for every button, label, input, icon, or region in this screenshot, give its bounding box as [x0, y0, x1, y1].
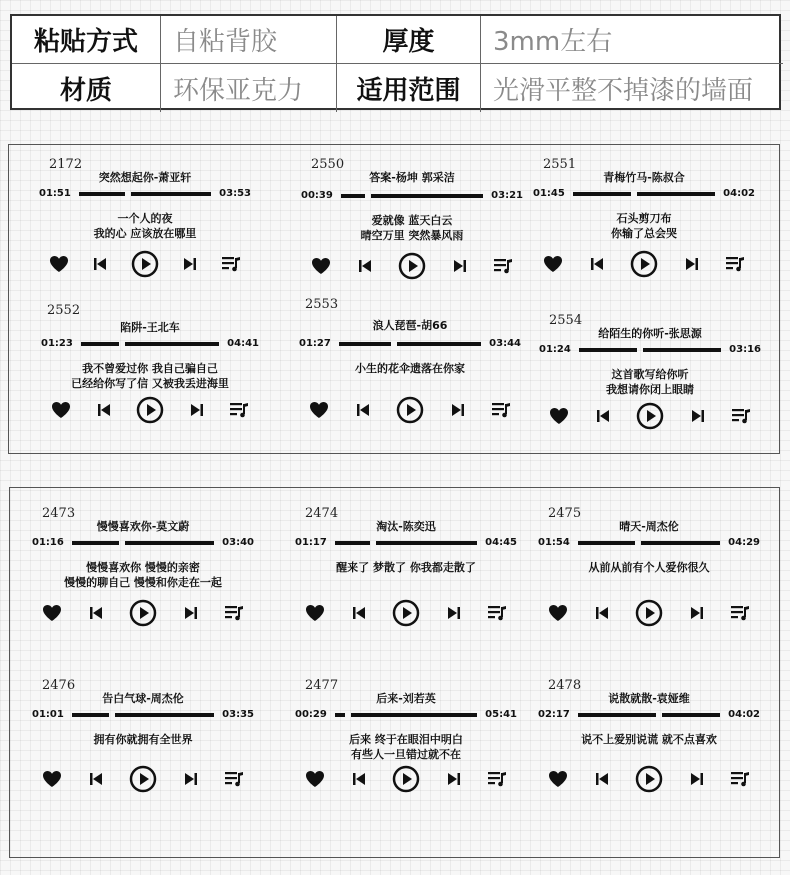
spec-table [10, 14, 781, 110]
player-controls [295, 764, 517, 794]
play-icon [635, 599, 663, 627]
player-sticker-card [301, 157, 523, 287]
player-controls [295, 598, 517, 628]
total-time: 04:29 [728, 537, 760, 548]
lyrics [301, 213, 523, 243]
song-title: 浪人琵琶-胡66 [372, 319, 448, 332]
product-number: 2552 [47, 303, 81, 318]
playlist-icon [493, 257, 513, 275]
lyric-line: 我不曾爱过你 我自己骗自己 [82, 362, 218, 375]
next-icon [690, 606, 704, 620]
total-time: 03:35 [222, 709, 254, 720]
total-time: 04:41 [227, 338, 259, 349]
product-number: 2475 [548, 506, 582, 521]
total-time: 03:16 [729, 344, 761, 355]
product-number: 2476 [42, 678, 76, 693]
playlist-icon [487, 770, 507, 788]
progress-bar [301, 189, 523, 203]
lyric-line: 我想请你闭上眼睛 [606, 383, 694, 396]
previous-icon [590, 257, 604, 271]
progress-bar [39, 187, 251, 201]
heart-icon [543, 255, 563, 273]
player-controls [41, 395, 259, 425]
progress-track [578, 713, 720, 717]
next-icon [453, 259, 467, 273]
progress-fill [578, 713, 656, 717]
next-icon [184, 606, 198, 620]
song-title: 晴天-周杰伦 [619, 520, 679, 533]
song-title: 说散就散-袁娅维 [608, 692, 690, 705]
play-icon [630, 250, 658, 278]
progress-fill [573, 192, 631, 196]
player-controls [538, 598, 760, 628]
lyric-line: 慢慢喜欢你 慢慢的亲密 [86, 561, 200, 574]
progress-bar [32, 708, 254, 722]
progress-track [72, 713, 214, 717]
total-time: 03:40 [222, 537, 254, 548]
elapsed-time: 01:54 [538, 537, 570, 548]
product-number: 2477 [305, 678, 339, 693]
total-time: 03:53 [219, 188, 251, 199]
progress-remaining [125, 541, 214, 545]
progress-fill [72, 713, 109, 717]
lyrics [295, 560, 517, 575]
playlist-icon [224, 770, 244, 788]
elapsed-time: 02:17 [538, 709, 570, 720]
progress-fill [341, 194, 365, 198]
progress-remaining [376, 541, 477, 545]
player-sticker-card [295, 678, 517, 808]
progress-fill [339, 342, 391, 346]
playlist-icon [725, 255, 745, 273]
elapsed-time: 01:17 [295, 537, 327, 548]
play-icon [129, 599, 157, 627]
previous-icon [596, 409, 610, 423]
product-number: 2554 [549, 313, 583, 328]
progress-track [579, 348, 721, 352]
total-time: 04:02 [723, 188, 755, 199]
lyric-line: 后来 终于在眼泪中明白 [349, 733, 463, 746]
lyric-line: 慢慢的聊自己 慢慢和你走在一起 [64, 576, 222, 589]
lyric-line: 醒来了 梦散了 你我都走散了 [336, 561, 476, 574]
player-sticker-card [41, 303, 259, 433]
progress-track [335, 713, 477, 717]
progress-bar [41, 337, 259, 351]
play-icon [396, 396, 424, 424]
lyrics [39, 211, 251, 241]
next-icon [691, 409, 705, 423]
lyrics [41, 361, 259, 391]
product-number: 2551 [543, 157, 577, 172]
progress-fill [579, 348, 637, 352]
next-icon [447, 772, 461, 786]
player-sticker-card [539, 313, 761, 443]
sticker-panel-2 [9, 487, 780, 858]
player-sticker-card [295, 506, 517, 636]
elapsed-time: 01:16 [32, 537, 64, 548]
player-sticker-card [32, 506, 254, 636]
product-number: 2172 [49, 157, 83, 172]
progress-remaining [397, 342, 481, 346]
player-controls [32, 598, 254, 628]
previous-icon [356, 403, 370, 417]
progress-bar [538, 708, 760, 722]
elapsed-time: 00:29 [295, 709, 327, 720]
spec-key-usage: 适用范围 [337, 64, 481, 112]
previous-icon [93, 257, 107, 271]
progress-remaining [371, 194, 483, 198]
song-title: 给陌生的你听-张思源 [598, 327, 702, 340]
previous-icon [595, 772, 609, 786]
elapsed-time: 00:39 [301, 190, 333, 201]
song-title: 慢慢喜欢你-莫文蔚 [96, 520, 190, 533]
spec-value-material: 环保亚克力 [161, 64, 337, 112]
lyric-line: 一个人的夜 [117, 212, 173, 225]
lyrics [538, 560, 760, 575]
heart-icon [548, 770, 568, 788]
progress-track [573, 192, 715, 196]
previous-icon [358, 259, 372, 273]
total-time: 05:41 [485, 709, 517, 720]
elapsed-time: 01:24 [539, 344, 571, 355]
progress-remaining [641, 541, 720, 545]
product-number: 2553 [305, 297, 339, 312]
product-number: 2550 [311, 157, 345, 172]
progress-track [335, 541, 477, 545]
progress-fill [335, 713, 345, 717]
spec-value-adhesive: 自粘背胶 [161, 16, 337, 64]
lyric-line: 你输了总会哭 [611, 227, 677, 240]
next-icon [690, 772, 704, 786]
progress-track [72, 541, 214, 545]
player-sticker-card [299, 297, 521, 427]
lyrics [533, 211, 755, 241]
playlist-icon [487, 604, 507, 622]
lyrics [299, 361, 521, 376]
lyric-line: 爱就像 蓝天白云 [371, 214, 453, 227]
spec-value-thickness: 3mm左右 [481, 16, 783, 64]
playlist-icon [731, 407, 751, 425]
player-sticker-card [32, 678, 254, 808]
lyrics [538, 732, 760, 747]
player-sticker-card [39, 157, 251, 287]
play-icon [131, 250, 159, 278]
player-controls [299, 395, 521, 425]
progress-bar [533, 187, 755, 201]
progress-fill [81, 342, 119, 346]
lyric-line: 晴空万里 突然暴风雨 [360, 229, 464, 242]
playlist-icon [229, 401, 249, 419]
progress-remaining [115, 713, 214, 717]
player-controls [32, 764, 254, 794]
elapsed-time: 01:27 [299, 338, 331, 349]
play-icon [136, 396, 164, 424]
heart-icon [42, 770, 62, 788]
progress-remaining [662, 713, 720, 717]
player-sticker-card [538, 678, 760, 808]
player-controls [39, 249, 251, 279]
play-icon [636, 402, 664, 430]
player-sticker-card [538, 506, 760, 636]
lyric-line: 有些人一旦错过就不在 [351, 748, 461, 761]
sticker-panel-1 [8, 144, 780, 454]
playlist-icon [730, 770, 750, 788]
progress-bar [32, 536, 254, 550]
next-icon [451, 403, 465, 417]
progress-bar [295, 708, 517, 722]
progress-remaining [643, 348, 721, 352]
lyrics [539, 367, 761, 397]
product-number: 2473 [42, 506, 76, 521]
elapsed-time: 01:51 [39, 188, 71, 199]
playlist-icon [224, 604, 244, 622]
song-title: 突然想起你-萧亚轩 [98, 171, 192, 184]
progress-track [578, 541, 720, 545]
lyrics [32, 560, 254, 590]
elapsed-time: 01:23 [41, 338, 73, 349]
play-icon [392, 765, 420, 793]
lyric-line: 小生的花伞遗落在你家 [355, 362, 465, 375]
song-title: 后来-刘若英 [376, 692, 436, 705]
previous-icon [352, 606, 366, 620]
progress-remaining [351, 713, 477, 717]
lyric-line: 说不上爱别说谎 就不点喜欢 [581, 733, 717, 746]
heart-icon [549, 407, 569, 425]
lyric-line: 石头剪刀布 [616, 212, 672, 225]
progress-fill [578, 541, 635, 545]
player-controls [538, 764, 760, 794]
spec-key-material: 材质 [12, 64, 161, 112]
progress-fill [79, 192, 125, 196]
play-icon [392, 599, 420, 627]
elapsed-time: 01:45 [533, 188, 565, 199]
total-time: 04:45 [485, 537, 517, 548]
lyrics [295, 732, 517, 762]
playlist-icon [730, 604, 750, 622]
progress-bar [539, 343, 761, 357]
next-icon [183, 257, 197, 271]
progress-track [339, 342, 481, 346]
player-controls [301, 251, 523, 281]
song-title: 答案-杨坤 郭采洁 [369, 171, 455, 184]
heart-icon [51, 401, 71, 419]
next-icon [190, 403, 204, 417]
progress-track [81, 342, 219, 346]
lyric-line: 这首歌写给你听 [611, 368, 689, 381]
progress-bar [299, 337, 521, 351]
progress-track [341, 194, 483, 198]
playlist-icon [491, 401, 511, 419]
lyric-line: 我的心 应该放在哪里 [93, 227, 197, 240]
previous-icon [89, 772, 103, 786]
progress-bar [295, 536, 517, 550]
heart-icon [42, 604, 62, 622]
player-controls [533, 249, 755, 279]
previous-icon [352, 772, 366, 786]
previous-icon [89, 606, 103, 620]
play-icon [398, 252, 426, 280]
spec-value-usage: 光滑平整不掉漆的墙面 [493, 75, 754, 106]
heart-icon [305, 604, 325, 622]
progress-remaining [125, 342, 219, 346]
lyric-line: 拥有你就拥有全世界 [93, 733, 193, 746]
previous-icon [595, 606, 609, 620]
song-title: 告白气球-周杰伦 [102, 692, 184, 705]
progress-remaining [131, 192, 211, 196]
player-controls [539, 401, 761, 431]
spec-key-adhesive: 粘贴方式 [12, 16, 161, 64]
play-icon [129, 765, 157, 793]
song-title: 陷阱-王北车 [120, 321, 180, 334]
spec-key-thickness: 厚度 [337, 16, 481, 64]
product-number: 2478 [548, 678, 582, 693]
player-sticker-card [533, 157, 755, 287]
progress-fill [335, 541, 370, 545]
progress-remaining [637, 192, 715, 196]
previous-icon [97, 403, 111, 417]
play-icon [635, 765, 663, 793]
elapsed-time: 01:01 [32, 709, 64, 720]
song-title: 淘汰-陈奕迅 [376, 520, 436, 533]
total-time: 03:44 [489, 338, 521, 349]
playlist-icon [221, 255, 241, 273]
lyric-line: 已经给你写了信 又被我丢进海里 [71, 377, 229, 390]
product-number: 2474 [305, 506, 339, 521]
next-icon [685, 257, 699, 271]
heart-icon [548, 604, 568, 622]
progress-track [79, 192, 211, 196]
next-icon [447, 606, 461, 620]
heart-icon [49, 255, 69, 273]
lyrics [32, 732, 254, 747]
total-time: 04:02 [728, 709, 760, 720]
heart-icon [311, 257, 331, 275]
lyric-line: 从前从前有个人爱你很久 [588, 561, 710, 574]
total-time: 03:21 [491, 190, 523, 201]
progress-fill [72, 541, 119, 545]
progress-bar [538, 536, 760, 550]
next-icon [184, 772, 198, 786]
heart-icon [305, 770, 325, 788]
heart-icon [309, 401, 329, 419]
song-title: 青梅竹马-陈叔合 [603, 171, 685, 184]
